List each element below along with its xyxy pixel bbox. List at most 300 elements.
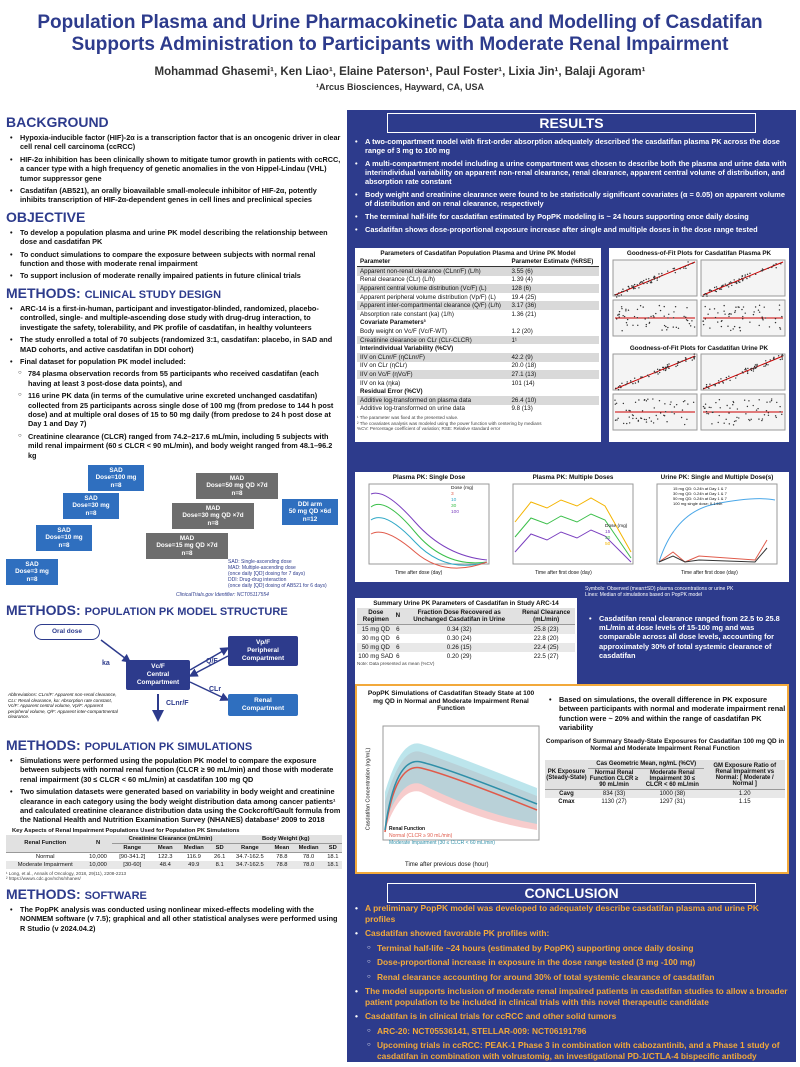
gof-residual-point xyxy=(681,417,682,418)
list-item: ○ 116 urine PK data (in terms of the cumulative urine excreted unchanged casdatifan) collected from 25 participants across single dose of 100 mg (from predose to 144 h post dose) and at multiple oral doses of 15 to 50 mg daily (from predose to 24 h post dose at Day 1 and Day 7) xyxy=(16,391,342,429)
gof-residual-point xyxy=(759,324,760,325)
table-cell: 20.0 (18) xyxy=(511,362,537,370)
gof-residual-point xyxy=(717,321,718,322)
gof-point xyxy=(782,357,783,358)
table-header: Creatinine Clearance (mL/min) xyxy=(112,835,230,844)
gof-point xyxy=(694,357,695,358)
gof-residual-point xyxy=(666,329,667,330)
table-row xyxy=(357,634,575,643)
gof-residual-point xyxy=(771,400,772,401)
list-item: ○ ARC-20: NCT05536141, STELLAR-009: NCT06191796 xyxy=(365,1026,790,1037)
gof-residual-point xyxy=(660,309,661,310)
list-item: • Simulations were performed using the population PK model to compare the exposure between subjects with normal renal function (CLCR ≥ 90 mL/min) and those with moderate renal impairment (30 ≤ CLCR < 60 mL/min) at casdatifan 100 mg QD xyxy=(8,756,342,784)
gof-residual-point xyxy=(759,399,760,400)
table-cell: 122.3 xyxy=(157,853,173,860)
gof-residual-point xyxy=(634,315,635,316)
gof-point xyxy=(753,367,754,368)
gof-residual-point xyxy=(648,317,649,318)
gof-point xyxy=(648,376,649,377)
list-item: • The model supports inclusion of moderate renal impaired patients in casdatifan studies to allow a broader patient population to be included in clinical trials with this novel therapeutic candidate xyxy=(353,986,790,1007)
gof-residual-point xyxy=(668,313,669,314)
gof-point xyxy=(707,387,708,388)
gof-residual-point xyxy=(638,420,639,421)
gof-point xyxy=(621,383,622,384)
legend-title: Dose (mg) xyxy=(605,524,628,529)
gof-residual-point xyxy=(637,324,638,325)
gof-residual-point xyxy=(664,315,665,316)
gof-residual-point xyxy=(775,415,776,416)
gof-point xyxy=(658,273,659,274)
gof-point xyxy=(643,282,644,283)
gof-residual-point xyxy=(726,405,727,406)
legend-entry: 30 xyxy=(605,536,611,541)
table-cell: IIV on Vc/F (ηVc/F) xyxy=(357,370,508,379)
gof-point xyxy=(626,289,627,290)
gof-residual-point xyxy=(734,311,735,312)
design-heading xyxy=(6,285,342,301)
gof-residual-point xyxy=(623,403,624,404)
gof-point xyxy=(665,370,666,371)
table-row xyxy=(357,362,599,371)
gof-point xyxy=(763,269,764,270)
gof-residual-point xyxy=(646,323,647,324)
gof-residual-point xyxy=(655,312,656,313)
gof-point xyxy=(618,386,619,387)
gof-point xyxy=(780,359,781,360)
gof-point xyxy=(742,371,743,372)
table-cell: Absorption rate constant (ka) (1/h) xyxy=(360,310,454,318)
gof-residual-point xyxy=(727,325,728,326)
legend-entry: 10 xyxy=(451,498,457,503)
table-row xyxy=(357,284,599,293)
legend-entry: 3 xyxy=(451,492,454,497)
gof-residual-point xyxy=(758,309,759,310)
table-cell: 1000 (38) xyxy=(659,791,686,797)
sim-ylabel: Casdatifan Concentration (ng/mL) xyxy=(365,747,372,831)
gof-residual-point xyxy=(729,313,730,314)
table-cell: 34.7-162.5 xyxy=(236,853,264,860)
table-row xyxy=(357,276,599,285)
list-item: • Casdatifan showed favorable PK profiles with: xyxy=(353,928,790,939)
gof-residual-point xyxy=(715,402,716,403)
gof-point xyxy=(721,288,722,289)
gof-point xyxy=(731,284,732,285)
poster-title xyxy=(0,12,800,56)
table-row xyxy=(6,852,342,861)
gof-residual-point xyxy=(646,419,647,420)
results-list xyxy=(353,137,790,234)
gof-residual-point xyxy=(723,304,724,305)
gof-point xyxy=(646,282,647,283)
gof-residual-point xyxy=(748,419,749,420)
gof-residual-point xyxy=(764,306,765,307)
table-cell: 1.39 (4) xyxy=(511,276,533,284)
sim-list xyxy=(8,756,342,825)
gof-point xyxy=(685,265,686,266)
gof-point xyxy=(661,274,662,275)
list-item: • Body weight and creatinine clearance were found to be statistically significant covariates (α = 0.05) on apparent volume of distribution and on renal clearance, respectively xyxy=(353,190,790,208)
gof-point xyxy=(615,388,616,389)
gof-residual-point xyxy=(666,421,667,422)
table-cell: 8.1 xyxy=(215,861,224,868)
table-cell: 6 xyxy=(396,634,400,642)
gof-plasma-title: Goodness-of-Fit Plots for Casdatifan Plasma PK xyxy=(626,250,772,257)
gof-point xyxy=(735,377,736,378)
single-dose-title: Plasma PK: Single Dose xyxy=(392,474,466,481)
gof-point xyxy=(723,382,724,383)
gof-point xyxy=(736,282,737,283)
table-row xyxy=(357,405,599,414)
gof-residual-point xyxy=(671,411,672,412)
methods-label: METHODS: xyxy=(6,601,81,618)
oral-dose-node: Oral dose xyxy=(34,624,100,640)
methods-label: METHODS: xyxy=(6,886,81,902)
table-cell: 0.26 (15) xyxy=(446,643,472,651)
gof-point xyxy=(702,295,703,296)
gof-residual-point xyxy=(678,327,679,328)
design-list xyxy=(8,304,342,366)
gof-point xyxy=(633,288,634,289)
structure-heading xyxy=(6,602,342,618)
gof-residual-point xyxy=(673,311,674,312)
gof-point xyxy=(692,262,693,263)
list-item: • The study enrolled a total of 70 subjects (randomized 3:1, casdatifan: placebo, in SAD and MAD cohorts, and active casdatifan in DDI cohort) xyxy=(8,335,342,354)
gof-point xyxy=(667,364,668,365)
gof-residual-point xyxy=(693,402,694,403)
table-row xyxy=(545,790,785,799)
table-header: Cas Geometric Mean, ng/mL (%CV) xyxy=(588,760,705,769)
gof-residual-point xyxy=(759,311,760,312)
gof-point xyxy=(618,389,619,390)
gof-point xyxy=(623,290,624,291)
gof-point xyxy=(730,281,731,282)
table-cell: 19.4 (25) xyxy=(511,293,537,301)
table-cell: Additive log-transformed on urine data xyxy=(360,405,465,413)
param-panel xyxy=(355,248,601,442)
gof-residual-point xyxy=(644,318,645,319)
gof-point xyxy=(716,286,717,287)
list-item: • A multi-compartment model including a urine compartment was chosen to describe both the plasma and urine data with interindividual variability on apparent non-renal clearance, renal clearance, apparent central volume of distribution, and absorption rate constant xyxy=(353,159,790,187)
gof-point xyxy=(761,269,762,270)
legend-entry: 30 mg QD: 0-24h at Day 1 & 7 xyxy=(673,491,727,496)
gof-residual-point xyxy=(732,404,733,405)
gof-point xyxy=(718,380,719,381)
gof-residual-point xyxy=(626,322,627,323)
gof-residual-point xyxy=(635,402,636,403)
gof-point xyxy=(755,273,756,274)
gof-residual-point xyxy=(759,304,760,305)
gof-point xyxy=(782,354,783,355)
table-cell: 42.2 (9) xyxy=(508,353,599,362)
table-cell: Body weight on Vc/F (Vc/F-WT) xyxy=(360,328,447,336)
gof-point xyxy=(667,270,668,271)
gof-residual-point xyxy=(659,400,660,401)
gof-point xyxy=(683,267,684,268)
comparison-title: Comparison of Summary Steady-State Exposures for Casdatifan 100 mg QD in Normal and Moderate Impairment Renal Function xyxy=(545,738,785,752)
gof-residual-point xyxy=(646,421,647,422)
multi-dose-legend xyxy=(605,524,627,548)
gof-residual-point xyxy=(779,327,780,328)
gof-residual-point xyxy=(649,322,650,323)
gof-point xyxy=(617,293,618,294)
gof-residual-point xyxy=(724,313,725,314)
software-list xyxy=(8,905,342,933)
table-cell: Renal clearance (CLr) (L/h) xyxy=(360,276,435,284)
gof-point xyxy=(625,384,626,385)
authors: Mohammad Ghasemi¹, Ken Liao¹, Elaine Paterson¹, Paul Foster¹, Lixia Jin¹, Balaji Agoram¹ xyxy=(154,66,646,78)
gof-residual-point xyxy=(660,412,661,413)
gof-residual-point xyxy=(640,305,641,306)
gof-residual-point xyxy=(769,326,770,327)
gof-residual-point xyxy=(742,318,743,319)
gof-point xyxy=(747,371,748,372)
gof-residual-point xyxy=(615,403,616,404)
gof-point xyxy=(716,290,717,291)
gof-residual-point xyxy=(676,404,677,405)
gof-point xyxy=(651,279,652,280)
gof-residual-point xyxy=(622,315,623,316)
gof-residual-point xyxy=(728,412,729,413)
gof-point xyxy=(714,286,715,287)
gof-residual-point xyxy=(614,399,615,400)
gof-residual-point xyxy=(721,320,722,321)
gof-point xyxy=(675,366,676,367)
table-header: N xyxy=(395,608,401,625)
table-cell: 1¹ xyxy=(508,336,599,345)
gof-point xyxy=(665,367,666,368)
gof-residual-point xyxy=(676,326,677,327)
gof-residual-point xyxy=(709,327,710,328)
gof-residual-point xyxy=(729,407,730,408)
cohort-mad-15: MAD Dose=15 mg QD ×7d n=8 xyxy=(146,533,228,560)
gof-point xyxy=(618,295,619,296)
table-cell xyxy=(508,319,599,328)
gof-point xyxy=(654,371,655,372)
gof-point xyxy=(751,368,752,369)
table-cell: 1.15 xyxy=(738,799,751,805)
gof-point xyxy=(711,290,712,291)
gof-residual-point xyxy=(664,415,665,416)
gof-point xyxy=(722,284,723,285)
gof-point xyxy=(657,369,658,370)
table-cell: 49.9 xyxy=(188,861,200,868)
gof-point xyxy=(720,378,721,379)
gof-residual-point xyxy=(694,326,695,327)
gof-point xyxy=(663,367,664,368)
title-line-2: Supports Administration to Participants with Moderate Renal Impairment xyxy=(71,34,729,55)
background-heading: BACKGROUND xyxy=(6,114,109,130)
gof-point xyxy=(706,384,707,385)
gof-residual-point xyxy=(755,306,756,307)
gof-point xyxy=(713,384,714,385)
gof-residual-point xyxy=(684,400,685,401)
gof-residual-point xyxy=(650,315,651,316)
legend-entry: 15 xyxy=(605,530,611,535)
table-cell: Apparent peripheral volume distribution (Vp/F) (L) xyxy=(360,293,496,301)
table-cell: Apparent central volume distribution (Vc/F) (L) xyxy=(357,284,508,293)
gof-residual-point xyxy=(659,304,660,305)
gof-residual-point xyxy=(742,315,743,316)
ka-label: ka xyxy=(102,659,110,667)
gof-residual-point xyxy=(703,323,704,324)
gof-residual-point xyxy=(718,422,719,423)
gof-residual-point xyxy=(626,423,627,424)
table-cell xyxy=(508,344,599,353)
table-cell: Creatinine clearance on CLr (CLr-CLCR) xyxy=(357,336,508,345)
gof-residual-point xyxy=(657,418,658,419)
cohort-mad-50: MAD Dose=50 mg QD ×7d n=8 xyxy=(196,473,278,500)
gof-residual-point xyxy=(761,420,762,421)
gof-residual-point xyxy=(644,399,645,400)
gof-residual-point xyxy=(738,306,739,307)
gof-point xyxy=(685,361,686,362)
gof-point xyxy=(765,360,766,361)
table-cell: 0.34 (32) xyxy=(446,625,472,633)
table-subheader: SD xyxy=(210,843,230,852)
gof-residual-point xyxy=(643,306,644,307)
table-cell: 10,000 xyxy=(89,861,107,868)
list-item: • The PopPK analysis was conducted using nonlinear mixed-effects modeling with the NONMEM software (v 7.5); graphical and all other statistical analyses were performed using R Studio (v 2024.04.2) xyxy=(8,905,342,933)
gof-residual-point xyxy=(664,324,665,325)
list-item: • To support inclusion of moderate renally impaired patients in future clinical trials xyxy=(8,271,342,280)
gof-point xyxy=(745,368,746,369)
list-item: • To develop a population plasma and urine PK model describing the relationship between dose and casdatifan PK xyxy=(8,228,342,247)
gof-point xyxy=(626,383,627,384)
gof-residual-point xyxy=(665,411,666,412)
table-cell: 27.1 (13) xyxy=(508,370,599,379)
table-row xyxy=(357,327,599,336)
legend-entry: 100 xyxy=(451,510,460,515)
gof-residual-point xyxy=(653,316,654,317)
sim-footnote-1: ¹ Long, et al., Annals of Oncology, 2018, 29(11), 2208-2213 xyxy=(6,870,127,876)
gof-residual-point xyxy=(748,400,749,401)
methods-label: METHODS: xyxy=(6,284,81,301)
gof-urine-plots xyxy=(611,352,787,432)
table-cell: Moderate Impairment xyxy=(17,861,73,868)
legend-entry: 50 mg QD: 0-24h at Day 1 & 7 xyxy=(673,496,727,501)
table-row xyxy=(357,370,599,379)
gof-point xyxy=(692,359,693,360)
gof-point xyxy=(620,387,621,388)
gof-residual-point xyxy=(758,418,759,419)
gof-point xyxy=(631,285,632,286)
gof-point xyxy=(656,277,657,278)
gof-point xyxy=(666,367,667,368)
gof-residual-point xyxy=(654,407,655,408)
gof-residual-point xyxy=(705,305,706,306)
table-cell: Covariate Parameters³ xyxy=(360,319,426,327)
legend-entry: 50 xyxy=(605,542,611,547)
gof-point xyxy=(763,366,764,367)
table-cell: Apparent inter-compartmental clearance (Q/F) (L/h) xyxy=(357,301,508,310)
gof-point xyxy=(747,373,748,374)
gof-point xyxy=(725,283,726,284)
sim-bullet-list xyxy=(547,695,787,736)
sim-footnote-2: ² https://wwwn.cdc.gov/nchs/nhanes/ xyxy=(6,876,81,882)
gof-residual-point xyxy=(734,325,735,326)
legend-entry: Normal (CLCR ≥ 90 mL/min) xyxy=(389,833,453,839)
renal-bullet-list xyxy=(587,614,797,664)
gof-residual-point xyxy=(637,316,638,317)
results-column xyxy=(347,110,796,1062)
gof-residual-point xyxy=(686,319,687,320)
table-subheader: Median xyxy=(293,843,323,852)
gof-residual-point xyxy=(684,424,685,425)
gof-point xyxy=(633,285,634,286)
table-cell: 26.4 (10) xyxy=(508,396,599,405)
gof-residual-point xyxy=(729,423,730,424)
table-cell: 26.1 xyxy=(214,853,226,860)
table-header: N xyxy=(84,835,111,853)
structure-subheading: POPULATION PK MODEL STRUCTURE xyxy=(84,605,288,618)
gof-residual-point xyxy=(753,405,754,406)
clnr-label: CLnr/F xyxy=(166,699,189,707)
table-subheader: Mean xyxy=(270,843,293,852)
gof-residual-point xyxy=(704,407,705,408)
gof-residual-point xyxy=(687,403,688,404)
gof-residual-point xyxy=(781,315,782,316)
table-header: Fraction Dose Recovered as Unchanged Casdatifan in Urine xyxy=(401,608,517,625)
gof-residual-point xyxy=(738,417,739,418)
central-compartment: Vc/F Central Compartment xyxy=(126,660,190,690)
gof-residual-point xyxy=(715,316,716,317)
gof-residual-point xyxy=(629,410,630,411)
gof-point xyxy=(729,282,730,283)
gof-residual-point xyxy=(711,423,712,424)
gof-point xyxy=(654,372,655,373)
legend-title: Renal Function xyxy=(389,826,426,832)
gof-residual-point xyxy=(616,419,617,420)
gof-residual-point xyxy=(629,422,630,423)
gof-residual-point xyxy=(618,313,619,314)
table-header: Dose Regimen xyxy=(357,608,395,625)
gof-point xyxy=(734,281,735,282)
table-cell: IIV on ka (ηka) xyxy=(360,379,401,387)
gof-point xyxy=(780,263,781,264)
gof-residual-point xyxy=(673,317,674,318)
urine-table-title: Summary Urine PK Parameters of Casdatifan in Study ARC-14 xyxy=(373,600,559,607)
list-item: • A two-compartment model with first-order absorption adequately described the casdatifan plasma PK across the dose range of 3 mg to 100 mg xyxy=(353,137,790,155)
gof-point xyxy=(773,358,774,359)
table-cell: 101 (14) xyxy=(511,379,535,387)
gof-residual-point xyxy=(656,415,657,416)
list-item: • A preliminary PopPK model was developed to adequately describe casdatifan plasma and urine PK profiles xyxy=(353,903,790,924)
gof-residual-point xyxy=(776,402,777,403)
gof-residual-point xyxy=(766,410,767,411)
gof-residual-point xyxy=(670,401,671,402)
gof-residual-point xyxy=(776,417,777,418)
gof-residual-point xyxy=(703,406,704,407)
gof-point xyxy=(754,366,755,367)
table-cell: 1.2 (20) xyxy=(511,328,533,336)
table-cell: 1130 (27) xyxy=(601,799,627,805)
gof-point xyxy=(677,365,678,366)
gof-point xyxy=(718,383,719,384)
gof-point xyxy=(637,284,638,285)
gof-residual-point xyxy=(649,417,650,418)
gof-residual-point xyxy=(761,316,762,317)
gof-point xyxy=(657,279,658,280)
gof-point xyxy=(630,380,631,381)
gof-residual-point xyxy=(705,318,706,319)
table-cell: 1.36 (21) xyxy=(511,310,537,318)
gof-residual-point xyxy=(717,312,718,313)
table-header: Body Weight (kg) xyxy=(229,835,342,844)
gof-point xyxy=(687,264,688,265)
legend-entry: 15 mg QD: 0-24h at Day 1 & 7 xyxy=(673,486,727,491)
gof-point xyxy=(668,368,669,369)
table-cell: Additive log-transformed on plasma data xyxy=(357,396,508,405)
